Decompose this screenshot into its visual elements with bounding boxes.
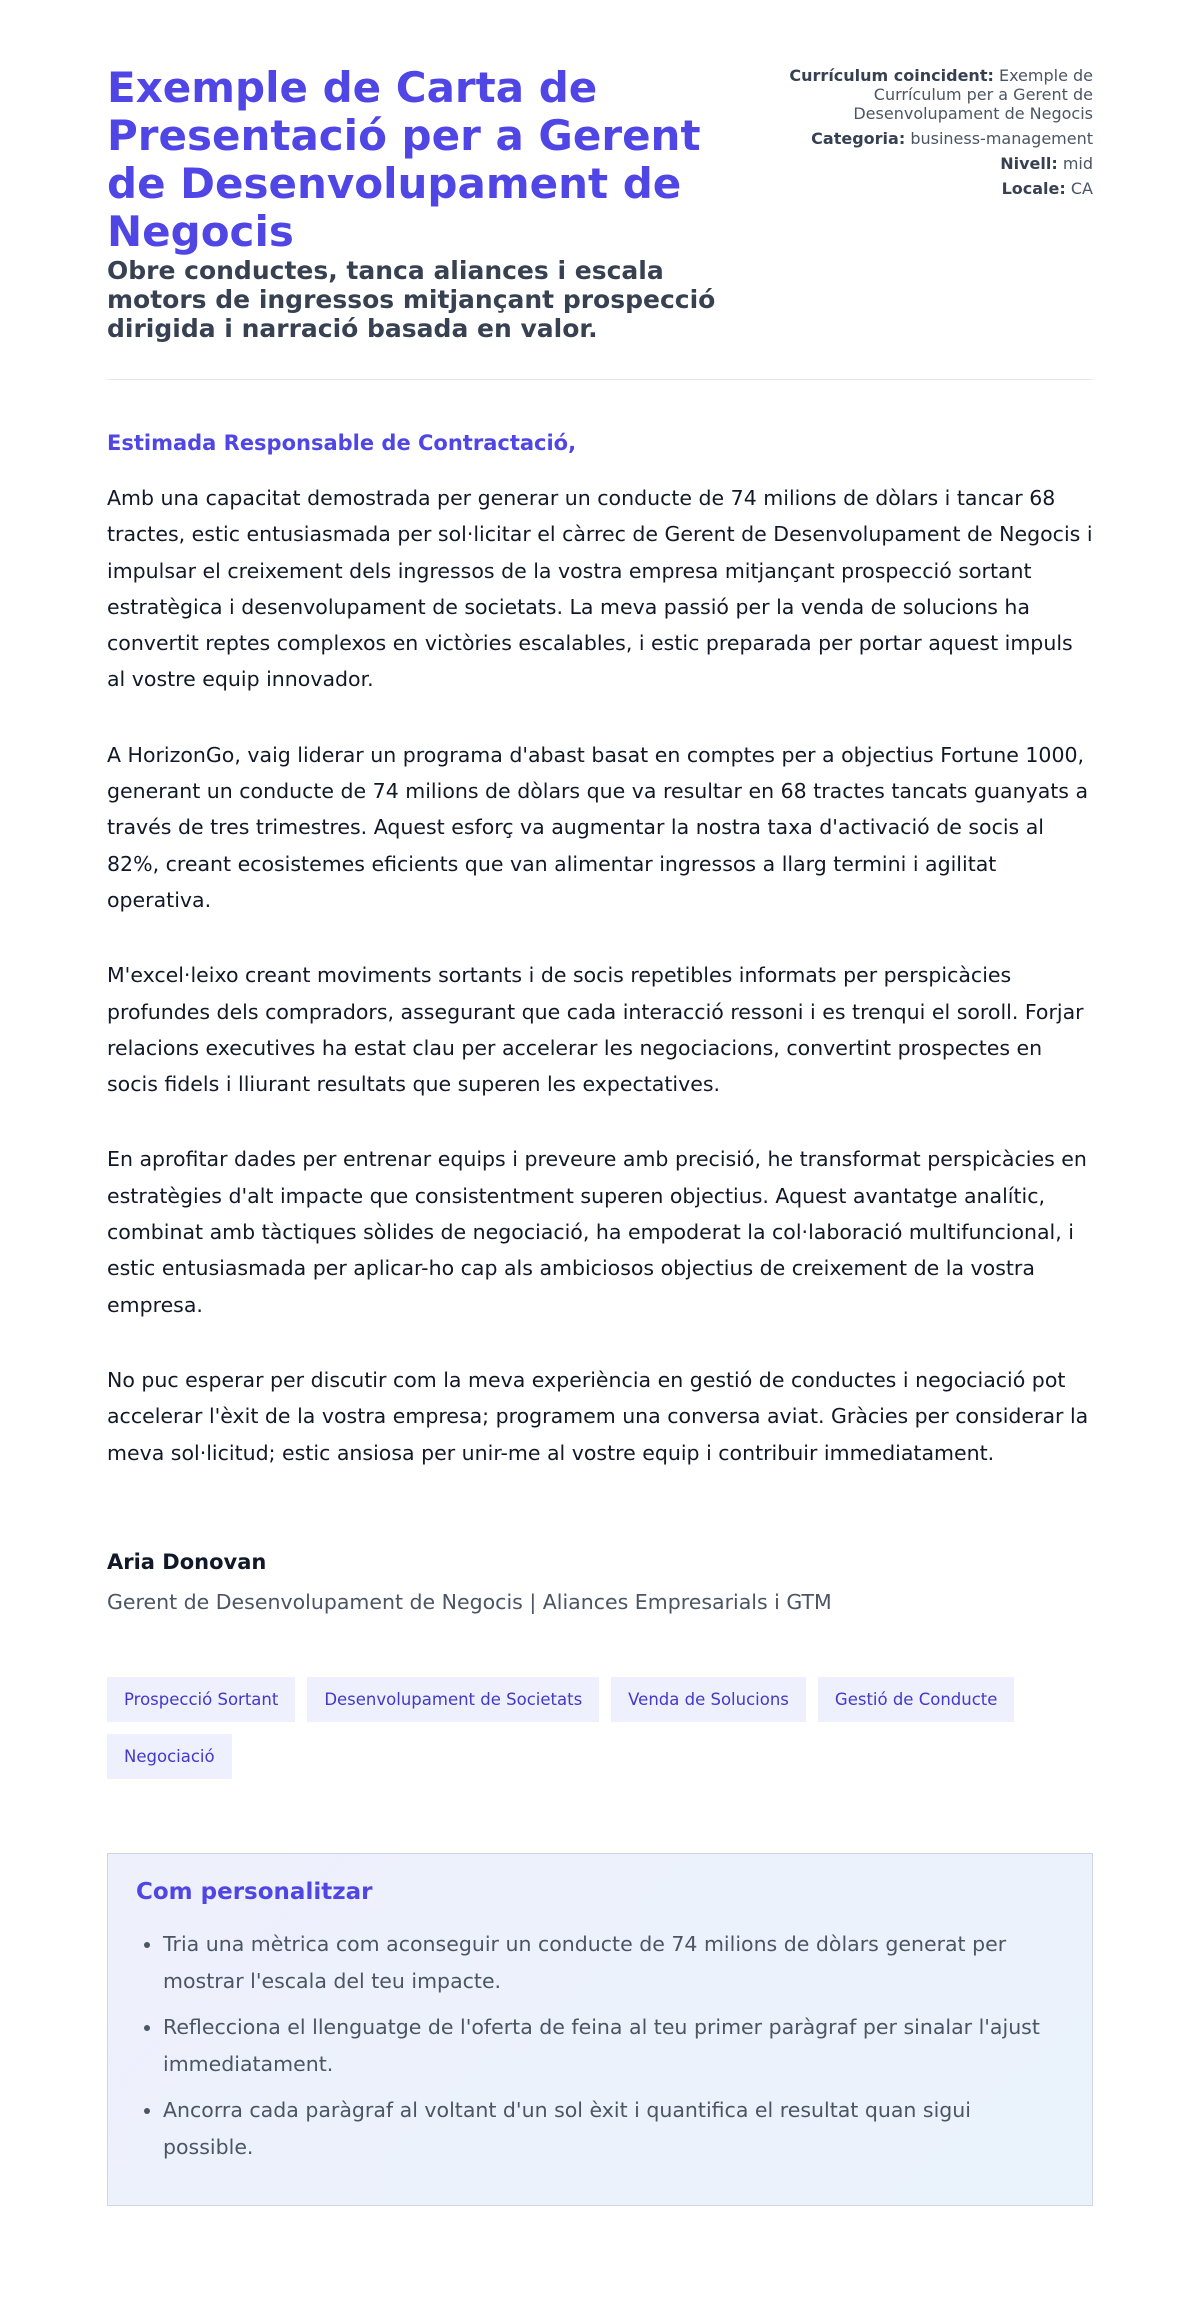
meta-panel [783,64,1093,343]
skill-tags [107,1677,1097,1791]
tips-list [136,1926,1062,2166]
page-subtitle: Obre conductes, tanca aliances i escala motors de ingressos mitjançant prospecció dirigida i narració basada en valor. [107,256,716,343]
tip-item: • Ancorra cada paràgraf al voltant d'un sol èxit i quantifica el resultat quan sigui possible. [163,2092,1062,2166]
skill-tag: Venda de Solucions [611,1677,806,1722]
skill-tag: Gestió de Conducte [818,1677,1015,1722]
skill-tag: Negociació [107,1734,232,1779]
signature [107,1549,1093,1615]
meta-category-label: Categoria: [811,129,906,148]
skill-tag: Desenvolupament de Societats [307,1677,599,1722]
meta-locale [783,179,1093,198]
letter-paragraph: M'excel·leixo creant moviments sortants i de socis repetibles informats per perspicàcies profundes dels compradors, assegurant que cada interacció ressoni i es trenqui el soroll. Forjar relacions executives ha estat clau per accelerar les negociacions, convertint prospectes en socis fidels i lliurant resultats que superen les expectatives. [107,963,1084,1097]
title-block [107,64,767,343]
signature-title: Gerent de Desenvolupament de Negocis | Aliances Empresarials i GTM [107,1589,832,1614]
meta-category [783,129,1093,148]
meta-category-value: business-management [910,129,1093,148]
page-header [107,0,1093,343]
meta-resume [783,66,1093,123]
meta-level-label: Nivell: [1000,154,1058,173]
header-divider [107,379,1093,380]
meta-locale-label: Locale: [1001,179,1066,198]
letter-paragraph: A HorizonGo, vaig liderar un programa d'abast basat en comptes per a objectius Fortune 1000, generant un conducte de 74 milions de dòlars que va resultar en 68 tractes tancats guanyats a través de tres trimestres. Aquest esforç va augmentar la nostra taxa d'activació de socis al 82%, creant ecosistemes eficients que van alimentar ingressos a llarg termini i agilitat operativa. [107,742,1089,912]
page-title: Exemple de Carta de Presentació per a Gerent de Desenvolupament de Negocis [107,63,701,256]
signature-name: Aria Donovan [107,1549,267,1574]
letter-paragraph: En aprofitar dades per entrenar equips i preveure amb precisió, he transformat perspicàcies en estratègies d'alt impacte que consistentment superen objectius. Aquest avantatge analític, combinat amb tàctiques sòlides de negociació, ha empoderat la col·laboració multifuncional, i estic entusiasmada per aplicar-ho cap als ambiciosos objectius de creixement de la vostra empresa. [107,1147,1087,1317]
letter-paragraph: Amb una capacitat demostrada per generar un conducte de 74 milions de dòlars i tancar 68 tractes, estic entusiasmada per sol·licitar el càrrec de Gerent de Desenvolupament de Negocis i impulsar el creixement dels ingressos de la vostra empresa mitjançant prospecció sortant estratègica i desenvolupament de societats. La meva passió per la venda de solucions ha convertit reptes complexos en victòries escalables, i estic preparada per portar aquest impuls al vostre equip innovador. [107,486,1093,692]
letter-greeting: Estimada Responsable de Contractació, [107,431,577,455]
letter-paragraph: No puc esperar per discutir com la meva experiència en gestió de conductes i negociació pot accelerar l'èxit de la vostra empresa; programem una conversa aviat. Gràcies per considerar la meva sol·licitud; estic ansiosa per unir-me al vostre equip i contribuir immediatament. [107,1367,1089,1465]
customization-tips-box [107,1853,1093,2206]
skill-tag: Prospecció Sortant [107,1677,295,1722]
meta-level [783,154,1093,173]
tips-title: Com personalitzar [136,1878,373,1905]
meta-locale-value: CA [1070,179,1093,198]
tip-item: • Tria una mètrica com aconseguir un conducte de 74 milions de dòlars generat per mostrar l'escala del teu impacte. [163,1926,1062,2000]
meta-resume-value: Exemple de Currículum per a Gerent de Desenvolupament de Negocis [853,66,1093,123]
meta-resume-label: Currículum coincident: [789,66,994,85]
tip-item: • Reflecciona el llenguatge de l'oferta de feina al teu primer paràgraf per sinalar l'ajust immediatament. [163,2009,1062,2083]
meta-level-value: mid [1062,154,1093,173]
